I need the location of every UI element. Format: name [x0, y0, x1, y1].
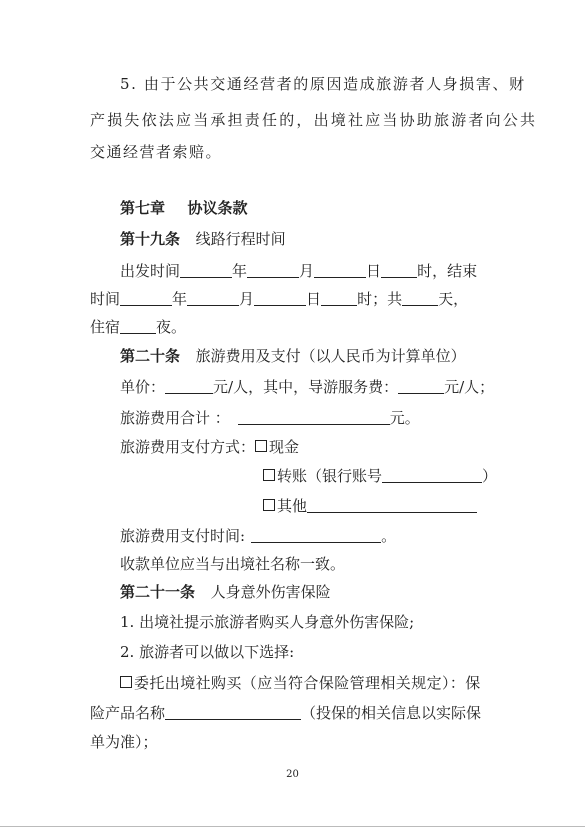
month-label: 月	[239, 290, 255, 308]
hour-total-label: 时；共	[357, 290, 403, 308]
yuan-label: 元。	[389, 409, 420, 427]
blank-end-day[interactable]	[254, 290, 306, 306]
entrust-checkbox[interactable]	[120, 676, 132, 688]
end-time-line	[90, 288, 468, 310]
blank-depart-hour[interactable]	[381, 262, 417, 278]
insurance-option-line1	[120, 672, 481, 694]
article-21-title: 人身意外伤害保险	[210, 583, 331, 601]
blank-product-name[interactable]	[165, 704, 301, 720]
price-label: 单价：	[120, 378, 166, 396]
article-21-label: 第二十一条	[120, 583, 196, 601]
blank-bank-account[interactable]	[382, 467, 482, 483]
cash-checkbox[interactable]	[255, 440, 267, 452]
insurance-item-1: 1. 出境社提示旅游者购买人身意外伤害保险;	[120, 613, 415, 631]
blank-payment-time[interactable]	[251, 527, 381, 543]
payment-method-line	[120, 436, 299, 458]
blank-depart-month[interactable]	[247, 262, 299, 278]
transfer-close: ）	[482, 467, 498, 485]
hour-end-label: 时，结束	[417, 262, 478, 280]
product-name-label: 险产品名称	[90, 704, 166, 722]
page-number: 20	[286, 769, 299, 780]
stay-line	[90, 316, 186, 338]
departure-label: 出发时间	[120, 262, 181, 280]
blank-depart-day[interactable]	[314, 262, 366, 278]
day-label: 日	[306, 290, 322, 308]
para5-line1: 5. 由于公共交通经营者的原因造成旅游者人身损害、财	[120, 75, 526, 93]
insurance-option-line2	[90, 702, 481, 724]
article-19-label: 第十九条	[120, 230, 181, 248]
other-label: 其他	[277, 497, 308, 515]
article-20-heading	[120, 345, 466, 367]
year-label: 年	[232, 262, 248, 280]
article-20-title: 旅游费用及支付（以人民币为计算单位）	[195, 347, 466, 365]
article-20-label: 第二十条	[120, 347, 181, 365]
cash-label: 现金	[269, 438, 300, 456]
day-label: 日	[366, 262, 382, 280]
blank-end-hour[interactable]	[321, 290, 357, 306]
insurance-option-line3: 单为准）；	[90, 733, 158, 751]
transfer-label: 转账（银行账号	[277, 467, 383, 485]
payment-time-line	[120, 525, 396, 547]
total-label: 旅游费用合计 ：	[120, 409, 230, 427]
blank-unit-price[interactable]	[165, 378, 213, 394]
para5-line3: 交通经营者索赔。	[90, 143, 223, 161]
blank-guide-fee[interactable]	[398, 378, 444, 394]
total-fee-line	[120, 407, 420, 429]
blank-other-method[interactable]	[307, 497, 477, 513]
per-person-mid: 元/人，其中，导游服务费：	[213, 378, 399, 396]
transfer-line	[263, 465, 497, 487]
method-label: 旅游费用支付方式：	[120, 438, 256, 456]
stay-label: 住宿	[90, 318, 121, 336]
bottom-divider	[0, 826, 585, 827]
article-19-title: 线路行程时间	[195, 230, 286, 248]
blank-end-month[interactable]	[187, 290, 239, 306]
period: 。	[381, 527, 397, 545]
insurance-item-2: 2. 旅游者可以做以下选择:	[120, 643, 295, 661]
night-label: 夜。	[156, 318, 187, 336]
other-line	[263, 495, 477, 517]
blank-nights[interactable]	[120, 318, 156, 334]
pay-time-label: 旅游费用支付时间:	[120, 527, 246, 545]
product-note: （投保的相关信息以实际保	[301, 704, 482, 722]
blank-end-year[interactable]	[120, 290, 172, 306]
transfer-checkbox[interactable]	[263, 469, 275, 481]
other-checkbox[interactable]	[263, 499, 275, 511]
chapter-heading	[120, 197, 248, 219]
month-label: 月	[299, 262, 315, 280]
article-19-heading	[120, 228, 286, 250]
days-label: 天，	[438, 290, 469, 308]
blank-depart-year[interactable]	[180, 262, 232, 278]
time-label: 时间	[90, 290, 121, 308]
year-label: 年	[172, 290, 188, 308]
chapter-title: 协议条款	[187, 199, 248, 217]
entrust-label: 委托出境社购买（应当符合保险管理相关规定）：保	[134, 674, 481, 692]
para5-line2: 产损失依法应当承担责任的，出境社应当协助旅游者向公共	[90, 111, 538, 129]
per-person-end: 元/人；	[444, 378, 495, 396]
departure-time-line	[120, 260, 477, 282]
chapter-label: 第七章	[120, 199, 166, 217]
payee-note: 收款单位应当与出境社名称一致。	[120, 555, 346, 573]
blank-total-days[interactable]	[402, 290, 438, 306]
article-21-heading	[120, 581, 331, 603]
blank-total-fee[interactable]	[238, 409, 390, 425]
unit-price-line	[120, 376, 494, 398]
